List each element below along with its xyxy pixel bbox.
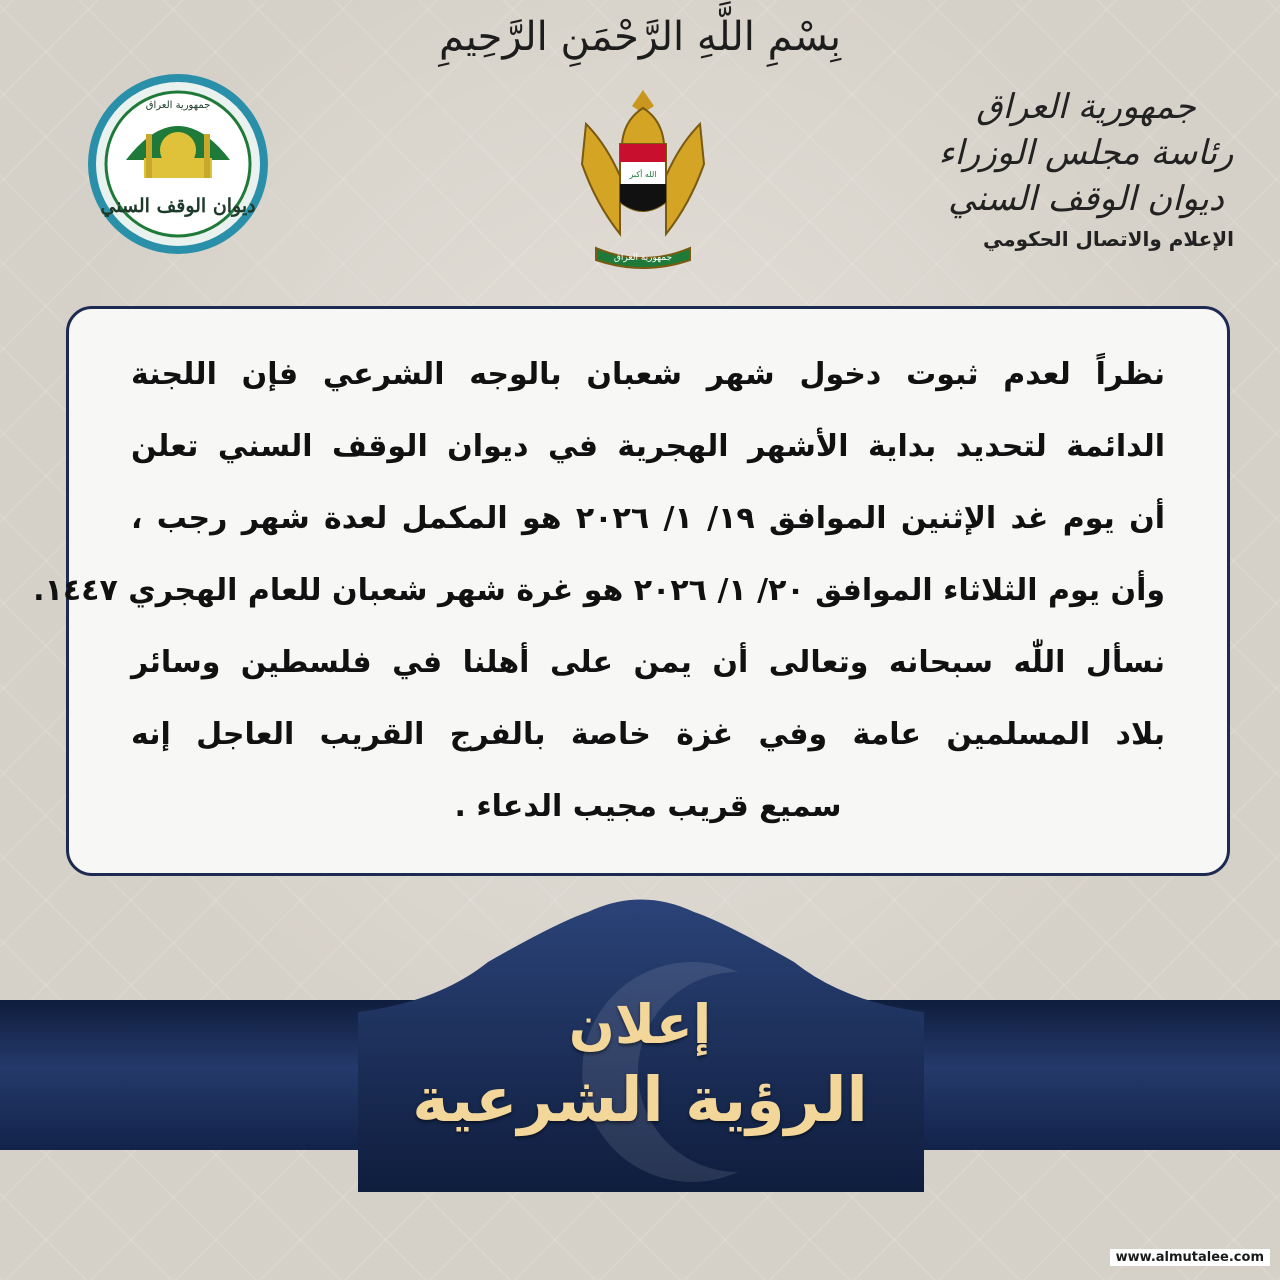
gov-line-council: رئاسة مجلس الوزراء — [938, 133, 1234, 173]
basmala: بِسْمِ اللَّهِ الرَّحْمَنِ الرَّحِيمِ — [438, 14, 842, 60]
statement-line: نظراً لعدم ثبوت دخول شهر شعبان بالوجه الشرعي فإن اللجنة — [131, 357, 1165, 392]
statement-line: أن يوم غد الإثنين الموافق ١٩/ ١/ ٢٠٢٦ هو المكمل لعدة شهر رجب ، — [131, 501, 1166, 536]
iraq-emblem — [576, 84, 710, 274]
statement-line: سميع قريب مجيب الدعاء . — [454, 789, 842, 824]
statement-line: بلاد المسلمين عامة وفي غزة خاصة بالفرج القريب العاجل إنه — [131, 717, 1165, 752]
gov-line-republic: جمهورية العراق — [976, 87, 1196, 127]
sunni-endowment-logo-ring-text: جمهورية العراق — [145, 100, 211, 111]
site-watermark: www.almutalee.com — [1110, 1249, 1270, 1266]
statement-line: الدائمة لتحديد بداية الأشهر الهجرية في ديوان الوقف السني تعلن — [131, 429, 1165, 464]
banner-title-sighting: الرؤية الشرعية — [412, 1063, 868, 1136]
statement-line: وأن يوم الثلاثاء الموافق ٢٠/ ١/ ٢٠٢٦ هو غرة شهر شعبان للعام الهجري ١٤٤٧. — [33, 573, 1165, 608]
gov-line-endowment: ديوان الوقف السني — [948, 179, 1224, 219]
media-department: الإعلام والاتصال الحكومي — [982, 227, 1234, 251]
statement-line: نسأل اللّٰه سبحانه وتعالى أن يمن على أهلنا في فلسطين وسائر — [131, 645, 1165, 680]
banner-title-announcement: إعلان — [568, 993, 712, 1056]
emblem-flag-text: الله أكبر — [629, 170, 657, 179]
government-header — [936, 84, 1236, 252]
emblem-scroll-text: جمهورية العراق — [613, 253, 673, 263]
statement-box — [33, 306, 1230, 876]
sunni-endowment-logo-text: ديوان الوقف السني — [100, 195, 256, 217]
sunni-endowment-logo — [86, 72, 270, 256]
